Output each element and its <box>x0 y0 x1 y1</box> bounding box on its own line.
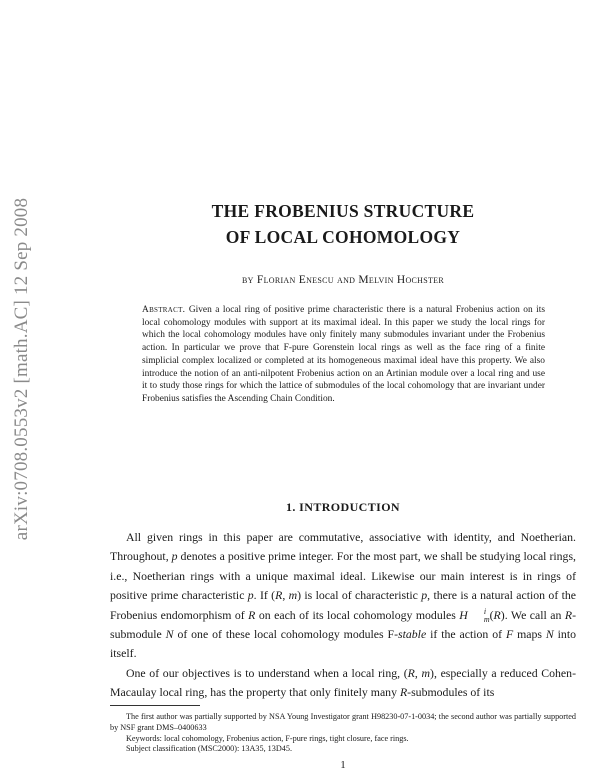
text-run: , there is a natural action of the Frobenius endomorphism of <box>110 588 576 622</box>
text-run: All given rings in this paper are commutative, associative with identity, and Noetherian. Throughout, <box>110 530 576 564</box>
math-F: F <box>505 627 514 642</box>
text-run: on each of its local cohomology modules <box>255 607 460 622</box>
math-p: p <box>421 588 428 603</box>
math-H-superscript: i <box>483 606 487 616</box>
footnote-keywords: Keywords: local cohomology, Frobenius action, F-pure rings, tight closure, face rings. <box>126 733 409 743</box>
math-p: p <box>247 588 254 603</box>
math-R: R <box>248 607 256 622</box>
abstract-text: Given a local ring of positive prime characteristic there is a natural Frobenius action on its local cohomology modules with support at its maximal ideal. In this paper we study the local rings for which the local cohomology modules have only finitely many submodules invariant under the Frobenius action. In particular we prove that F-pure Gorenstein local rings as well as the face ring of a finite simplicial complex localized or completed at its homogeneous maximal ideal have this property. We also introduce the notion of an anti-nilpotent Frobenius action on an Artinian module over a local ring and use it to study those rings for which the lattice of submodules of the local cohomology that are invariant under Frobenius satisfies the Ascending Chain Condition. <box>142 305 545 404</box>
math-N: N <box>545 627 554 642</box>
paragraph-1 <box>110 528 576 664</box>
text-run: ). We call an <box>500 607 565 622</box>
text-run: -submodules of its <box>407 685 495 700</box>
math-N: N <box>165 627 174 642</box>
text-run: ), especially a reduced Cohen-Macaulay local ring, has the property that only finitely many <box>110 665 576 700</box>
math-p: p <box>171 549 178 564</box>
math-m: m <box>421 665 431 680</box>
text-run: , <box>282 588 289 603</box>
text-run: , <box>414 665 422 680</box>
math-H: H <box>459 607 468 622</box>
text-run: . If ( <box>253 588 276 603</box>
page-number: 1 <box>340 759 346 771</box>
text-run: denotes a positive prime integer. For the most part, we shall be studying local rings, i.e., Noetherian rings with a unique maximal ideal. Likewise our main interest is in rings of positive prime characteristic <box>110 549 576 603</box>
text-run: into itself. <box>110 627 576 661</box>
paragraph-2 <box>110 664 576 703</box>
footnote-classification: Subject classification (MSC2000): 13A35, 13D45. <box>126 744 293 754</box>
math-R: R <box>399 685 408 700</box>
text-run: of one of these local cohomology modules F- <box>173 627 399 642</box>
text-run: maps <box>513 627 546 642</box>
body-text <box>110 528 576 703</box>
abstract-label: Abstract. <box>142 305 186 315</box>
paper-title-line-1: THE FROBENIUS STRUCTURE <box>211 201 475 221</box>
footnote-divider <box>110 705 200 706</box>
author-line: by Florian Enescu and Melvin Hochster <box>241 274 445 286</box>
section-heading: 1. INTRODUCTION <box>285 500 400 514</box>
text-run: ) is local of characteristic <box>297 588 422 603</box>
math-R: R <box>493 607 501 622</box>
math-R: R <box>275 588 283 603</box>
emphasis-stable: stable <box>398 627 427 642</box>
text-run: -submodule <box>110 607 576 642</box>
text-run: if the action of <box>426 627 506 642</box>
arxiv-identifier-stamp <box>8 178 36 560</box>
text-run: ( <box>489 607 494 622</box>
abstract <box>142 304 545 406</box>
math-R: R <box>407 665 415 680</box>
math-R: R <box>564 607 573 622</box>
footnotes <box>110 712 576 755</box>
paper-title-line-2: OF LOCAL COHOMOLOGY <box>225 227 461 247</box>
arxiv-identifier: arXiv:0708.0553v2 [math.AC] 12 Sep 2008 <box>11 197 33 541</box>
math-H-subscript: m <box>483 614 490 624</box>
math-m: m <box>288 588 298 603</box>
text-run: One of our objectives is to understand when a local ring, ( <box>126 665 408 680</box>
footnote-support: The first author was partially supported by NSA Young Investigator grant H98230-07-1-0034; the second author was partially supported by NSF grant DMS–0400633 <box>110 712 576 732</box>
